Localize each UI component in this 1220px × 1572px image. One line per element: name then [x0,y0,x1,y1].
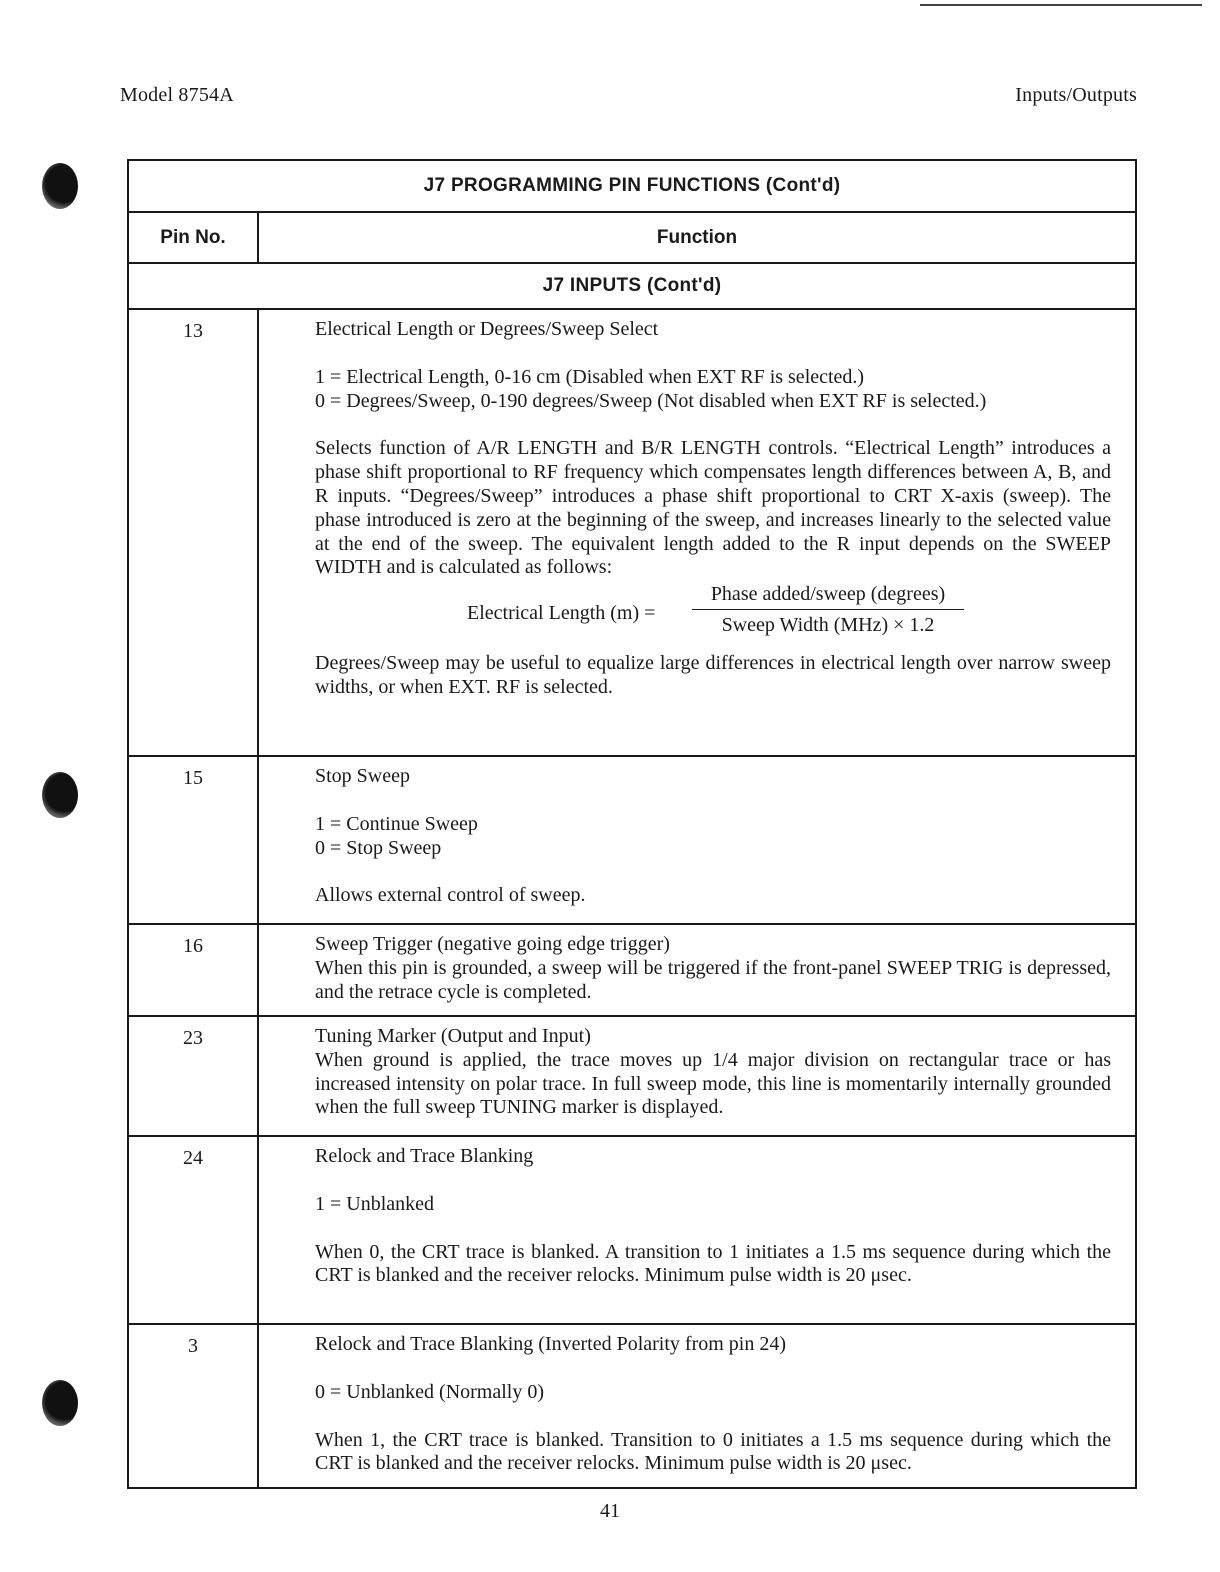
function-description: When ground is applied, the trace moves up 1/4 major division on rectangular trace or has increased intensity on polar trace. In full sweep mode, this line is momentarily internally grounded when the full sweep TUNING marker is displayed. [315,1048,1111,1119]
function-cell [315,1333,1111,1476]
column-header-function: Function [656,226,738,248]
function-description: When 1, the CRT trace is blanked. Transition to 0 initiates a 1.5 ms sequence during which the CRT is blanked and the receiver relocks. Minimum pulse width is 20 μsec. [315,1428,1111,1475]
function-cell [315,318,1111,700]
option-line: 0 = Unblanked (Normally 0) [315,1380,545,1403]
pin-number: 3 [129,1325,259,1487]
section-header: Inputs/Outputs [1015,84,1137,106]
function-cell [315,933,1111,1004]
function-description: Allows external control of sweep. [315,884,586,907]
top-rule [920,4,1202,6]
option-line: 1 = Unblanked [315,1192,435,1215]
table-row [129,925,1135,1017]
option-line: 0 = Stop Sweep [315,836,442,859]
function-title: Sweep Trigger (negative going edge trigger) [315,933,670,955]
binder-hole [42,1380,78,1426]
page-number: 41 [600,1500,620,1522]
function-title: Tuning Marker (Output and Input) [315,1025,591,1047]
pin-number: 24 [129,1137,259,1323]
function-cell [315,1145,1111,1288]
formula-lhs: Electrical Length (m) = [467,602,656,625]
table-subheading: J7 INPUTS (Cont'd) [129,264,1135,310]
column-header-pin: Pin No. [129,213,259,262]
formula-denominator: Sweep Width (MHz) × 1.2 [721,614,935,637]
table-row [129,1325,1135,1487]
function-title: Electrical Length or Degrees/Sweep Select [315,318,659,340]
option-line: 0 = Degrees/Sweep, 0-190 degrees/Sweep (Not disabled when EXT RF is selected.) [315,389,987,412]
pin-number: 13 [129,310,259,755]
pin-number: 15 [129,757,259,923]
electrical-length-formula [315,584,1111,648]
function-description: When 0, the CRT trace is blanked. A transition to 1 initiates a 1.5 ms sequence during which the CRT is blanked and the receiver relocks. Minimum pulse width is 20 μsec. [315,1240,1111,1287]
table-title: J7 PROGRAMMING PIN FUNCTIONS (Cont'd) [129,161,1135,213]
function-title: Relock and Trace Blanking (Inverted Polarity from pin 24) [315,1333,787,1355]
pin-number: 23 [129,1017,259,1135]
function-description: When this pin is grounded, a sweep will be triggered if the front-panel SWEEP TRIG is depressed, and the retrace cycle is completed. [315,956,1111,1003]
function-cell [315,765,1111,908]
function-title: Stop Sweep [315,765,410,787]
formula-numerator: Phase added/sweep (degrees) [710,583,946,606]
option-line: 1 = Continue Sweep [315,812,478,835]
table-row [129,757,1135,925]
binder-hole [42,772,78,818]
function-description: Selects function of A/R LENGTH and B/R LENGTH controls. “Electrical Length” introduces a phase shift proportional to RF frequency which compensates length differences between A, B, and R inputs. “Degrees/Sweep” introduces a phase shift proportional to CRT X-axis (sweep). The phase introduced is zero at the beginning of the sweep, and increases linearly to the selected value at the end of the sweep. The equivalent length added to the R input depends on the SWEEP WIDTH and is calculated as follows: [315,437,1111,579]
function-cell [315,1025,1111,1120]
function-note: Degrees/Sweep may be useful to equalize large differences in electrical length over narrow sweep widths, or when EXT. RF is selected. [315,652,1111,698]
table-row [129,1017,1135,1137]
pin-functions-table [127,159,1137,1489]
binder-hole [42,163,78,209]
fraction-bar [692,609,964,610]
table-row [129,1137,1135,1325]
pin-number: 16 [129,925,259,1015]
function-title: Relock and Trace Blanking [315,1145,534,1167]
column-header-row [129,213,1135,264]
table-row [129,310,1135,757]
model-header: Model 8754A [120,84,234,106]
option-line: 1 = Electrical Length, 0-16 cm (Disabled when EXT RF is selected.) [315,365,865,388]
